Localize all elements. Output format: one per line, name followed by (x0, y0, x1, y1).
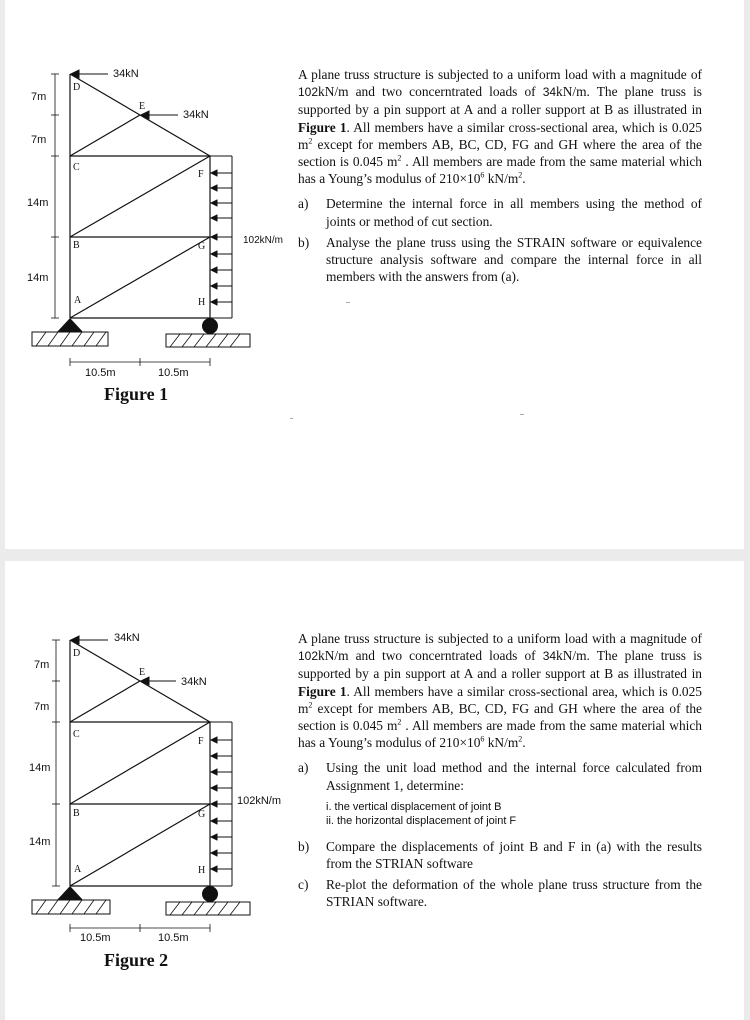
dim-w1: 10.5m (85, 367, 116, 379)
node-label-h: H (198, 865, 206, 876)
dim-h2: 7m (34, 701, 50, 713)
dim-h2: 7m (31, 134, 47, 146)
question-item (298, 876, 702, 910)
item-marker: b) (298, 234, 310, 250)
member-ag (70, 237, 210, 318)
item-text: Determine the internal force in all members using the method of joints or method of cut section. (326, 196, 702, 229)
node-label-g: G (198, 809, 206, 820)
intro-paragraph-2 (298, 630, 702, 751)
node-label-b: B (73, 240, 80, 251)
dim-h4: 14m (29, 836, 51, 848)
dim-h3: 14m (27, 197, 49, 209)
node-label-a: A (74, 864, 82, 875)
superscript: 6 (480, 170, 485, 180)
intro-text: A plane truss structure is subjected to a uniform load with a magnitude of (298, 631, 702, 646)
load-label-e: 34kN (181, 676, 207, 688)
node-label-c: C (73, 729, 80, 740)
udl-label: 102kN/m (243, 235, 284, 246)
dim-w2: 10.5m (158, 932, 189, 944)
node-label-d: D (73, 82, 81, 93)
question-list-1 (298, 195, 702, 285)
superscript: 2 (308, 700, 313, 710)
intro-text: kN/m. The plane truss is supported by a pin support at A and a roller support at B as illustrated in (298, 648, 702, 682)
member-de (70, 74, 140, 115)
item-marker: a) (298, 760, 309, 776)
dim-h4: 14m (27, 272, 49, 284)
member-de (70, 640, 140, 681)
member-ag (70, 804, 210, 886)
node-label-e: E (139, 101, 146, 112)
roller-support-h (202, 886, 218, 902)
intro-paragraph-1 (298, 66, 702, 187)
member-ce (70, 681, 140, 722)
intro-text: . All members have a similar cross-sectional area, which is 0.025 m (298, 683, 702, 716)
question-item (298, 838, 702, 872)
superscript: 2 (397, 717, 402, 727)
load-label-d: 34kN (114, 632, 140, 644)
udl-label: 102kN/m (237, 795, 282, 807)
question-list-2 (298, 759, 702, 910)
truss-diagram-1 (0, 60, 300, 410)
item-text: Analyse the plane truss using the STRAIN software or equivalence structure analysis software and compare the internal force in all members with the answers from (a). (326, 234, 702, 285)
load-label-d: 34kN (113, 68, 139, 80)
dim-w2: 10.5m (158, 367, 189, 379)
ground-a (32, 332, 108, 346)
udl-value: 102 (298, 649, 319, 664)
question-item (298, 759, 702, 793)
node-label-a: A (74, 295, 82, 306)
truss-diagram-2 (0, 624, 300, 974)
superscript: 2 (397, 153, 402, 163)
udl-value: 102 (298, 85, 319, 100)
problem-text-2 (298, 630, 702, 915)
item-marker: b) (298, 838, 310, 854)
member-bf (70, 156, 210, 237)
node-label-b: B (73, 808, 80, 819)
dim-h1: 7m (34, 659, 50, 671)
intro-text: except for members AB, BC, CD, FG and GH where the area of the section is 0.045 m (298, 136, 702, 170)
intro-text: . All members are made from the same material which has a Young’s modulus of 210×10 (298, 154, 703, 187)
conc-value: 34 (542, 649, 557, 664)
figure-1-caption: Figure 1 (104, 384, 169, 404)
intro-text: . (522, 735, 526, 751)
roller-support-h (202, 318, 218, 334)
dim-h1: 7m (31, 91, 47, 103)
node-label-c: C (73, 162, 80, 173)
superscript: 2 (518, 734, 523, 744)
intro-text: kN/m. The plane truss is supported by a pin support at A and a roller support at B as illustrated in (298, 84, 702, 118)
ground-a (32, 900, 110, 914)
sub-list (326, 800, 702, 828)
intro-text: kN/m (484, 171, 519, 187)
figure-reference: Figure 1 (298, 683, 347, 699)
item-text: Using the unit load method and the internal force calculated from Assignment 1, determine: (326, 760, 702, 793)
node-label-g: G (198, 241, 206, 252)
intro-text: kN/m (484, 735, 519, 751)
dim-w1: 10.5m (80, 932, 111, 944)
figure-reference: Figure 1 (298, 119, 347, 135)
question-item (298, 234, 702, 286)
node-label-e: E (139, 667, 146, 678)
item-marker: c) (298, 877, 309, 893)
intro-text: . All members have a similar cross-sectional area, which is 0.025 m (298, 119, 702, 152)
truss-figure-2 (0, 624, 300, 974)
node-label-d: D (73, 648, 81, 659)
load-label-e: 34kN (183, 109, 209, 121)
intro-text: . (522, 171, 526, 187)
member-ce (70, 115, 140, 156)
member-bf (70, 722, 210, 804)
scan-mark (290, 418, 293, 419)
scan-mark (520, 414, 524, 415)
superscript: 6 (480, 734, 485, 744)
item-text: Re-plot the deformation of the whole plane truss structure from the STRIAN software. (326, 877, 702, 910)
intro-text: except for members AB, BC, CD, FG and GH where the area of the section is 0.045 m (298, 700, 702, 734)
node-label-h: H (198, 297, 206, 308)
problem-text-1 (298, 66, 702, 289)
pin-support-a (57, 886, 83, 900)
pin-support-a (57, 318, 83, 332)
intro-text: . All members are made from the same material which has a Young’s modulus of 210×10 (298, 718, 703, 751)
scan-mark (346, 302, 350, 303)
superscript: 2 (518, 170, 523, 180)
superscript: 2 (308, 136, 313, 146)
conc-value: 34 (542, 85, 557, 100)
node-label-f: F (198, 736, 204, 747)
intro-text: A plane truss structure is subjected to a uniform load with a magnitude of (298, 67, 702, 82)
intro-text: kN/m and two concerntrated loads of (318, 648, 543, 664)
sub-item-ii: ii. the horizontal displacement of joint F (326, 814, 517, 827)
figure-2-caption: Figure 2 (104, 950, 169, 970)
member-ef (140, 115, 210, 156)
intro-text: kN/m and two concerntrated loads of (318, 84, 543, 100)
question-item (298, 195, 702, 229)
item-text: Compare the displacements of joint B and F in (a) with the results from the STRIAN software (326, 838, 702, 872)
dim-h3: 14m (29, 762, 51, 774)
truss-figure-1 (0, 60, 300, 410)
sub-item-i: i. the vertical displacement of joint B (326, 800, 502, 813)
item-marker: a) (298, 196, 309, 212)
node-label-f: F (198, 169, 204, 180)
